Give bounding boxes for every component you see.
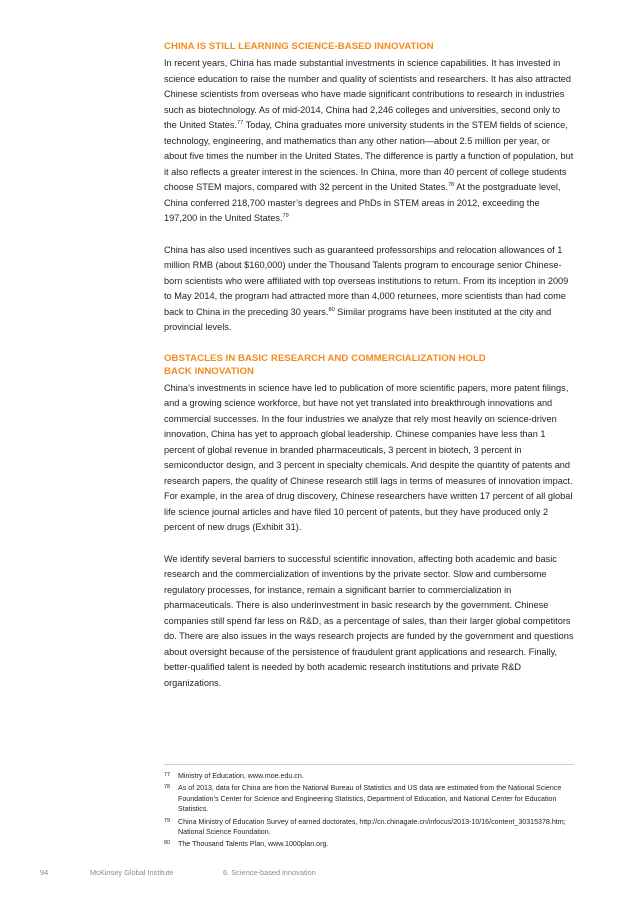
footnote-79 <box>164 817 574 838</box>
footnote-text: As of 2013, data for China are from the National Bureau of Statistics and US data are estimated from the National Science Foundation’s Center for Science and Engineering Statistics, Department of Education, and National Center for Education Statistics. <box>178 784 562 814</box>
footnote-77 <box>164 771 574 781</box>
footnote-number: 80 <box>164 840 170 847</box>
section-heading-obstacles <box>164 352 574 378</box>
footnote-ref-78: 78 <box>447 181 455 188</box>
footnote-78 <box>164 783 574 814</box>
heading-line: BACK INNOVATION <box>164 365 254 377</box>
footnote-text: China Ministry of Education Survey of earned doctorates, http://cn.chinagate.cn/infocus/2013-10/16/content_30315378.htm; National Science Foundation. <box>178 817 566 837</box>
chapter-title: 6. Science-based innovation <box>223 868 316 877</box>
paragraph-science-investment <box>164 56 574 227</box>
main-content <box>164 40 574 691</box>
footnote-ref-79: 79 <box>282 212 289 219</box>
footnote-number: 78 <box>164 784 170 791</box>
heading-line: OBSTACLES IN BASIC RESEARCH AND COMMERCIALIZATION HOLD <box>164 352 486 364</box>
paragraph-investment-results: China’s investments in science have led to publication of more scientific papers, more patent filings, and a growing science workforce, but have not yet translated into breakthrough innovations and commercial successes. In the four industries we analyze that rely most heavily on science-driven innovation, China has yet to approach global leadership. Chinese companies have less than 1 percent of global revenue in branded pharmaceuticals, 3 percent in biotech, 3 percent in semiconductor design, and 3 percent in specialty chemicals. And despite the quantity of patents and research papers, the quality of Chinese research still lags in terms of measures of innovation impact. For example, in the area of drug discovery, Chinese researchers have written 17 percent of all global life science journal articles and have filed 10 percent of patents, but they have produced only 2 percent of new drugs (Exhibit 31). <box>164 382 573 532</box>
page-footer <box>0 868 636 880</box>
paragraph-text: Today, China graduates more university students in the STEM fields of science, technology, engineering, and mathematics than any other nation—about 2.5 million per year, or about five times the number in the United States. The difference is partly a function of population, but it also reflects a greater interest in the sciences. In China, more than 40 percent of college students choose STEM majors, compared with 32 percent in the United States. <box>164 120 574 192</box>
paragraph-text: In recent years, China has made substantial investments in science capabilities. It has invested in science education to raise the number and quality of scientists and researchers. It has also attracted Chinese scientists from overseas who have made significant contributions to research in industries such as biotechnology. As of mid-2014, China had 2,246 colleges and universities, second only to the United States. <box>164 58 572 130</box>
paragraph-text: China has also used incentives such as guaranteed professorships and relocation allowances of 1 million RMB (about $160,000) under the Thousand Talents program to encourage senior Chinese-born scientists who were affiliated with top overseas institutions to return. From its inception in 2009 to May 2014, the program had attracted more than 4,000 returnees, more scientists than had come back to China in the preceding 30 years. <box>164 244 569 317</box>
footnote-ref-77: 77 <box>237 119 244 126</box>
paragraph-barriers: We identify several barriers to successful scientific innovation, affecting both academic and basic research and the commercialization of inventions by the private sector. Slow and cumbersome regulatory processes, for instance, remain a significant barrier to commercialization in pharmaceuticals. There is also underinvestment in basic research by the government. Chinese companies still spend far less on R&D, as a percentage of sales, than their larger global competitors do. There are also issues in the ways research projects are funded by the government and questions about oversight because of the persistence of fraudulent grant applications and research. Finally, better-qualified talent is needed by both academic research institutions and private R&D organizations. <box>164 553 574 688</box>
footnote-number: 77 <box>164 772 170 778</box>
page-number: 94 <box>40 868 49 877</box>
paragraph-text: Similar programs have been instituted at the city and provincial levels. <box>164 306 552 332</box>
paragraph-text: At the postgraduate level, China conferred 218,700 master’s degrees and PhDs in STEM areas in 2012, exceeding the 197,200 in the United States. <box>164 182 561 223</box>
footnote-number: 79 <box>164 817 170 824</box>
footnote-80 <box>164 839 574 849</box>
footnote-divider <box>164 764 574 765</box>
footnotes <box>164 771 574 852</box>
footnote-ref-80: 80 <box>328 306 335 313</box>
paragraph-thousand-talents <box>164 243 574 336</box>
section-heading-science-learning: CHINA IS STILL LEARNING SCIENCE-BASED INNOVATION <box>164 41 434 52</box>
footnote-text: Ministry of Education, www.moe.edu.cn. <box>178 772 304 780</box>
publisher-name: McKinsey Global Institute <box>90 868 174 877</box>
footnote-text: The Thousand Talents Plan, www.1000plan.org. <box>178 840 329 849</box>
